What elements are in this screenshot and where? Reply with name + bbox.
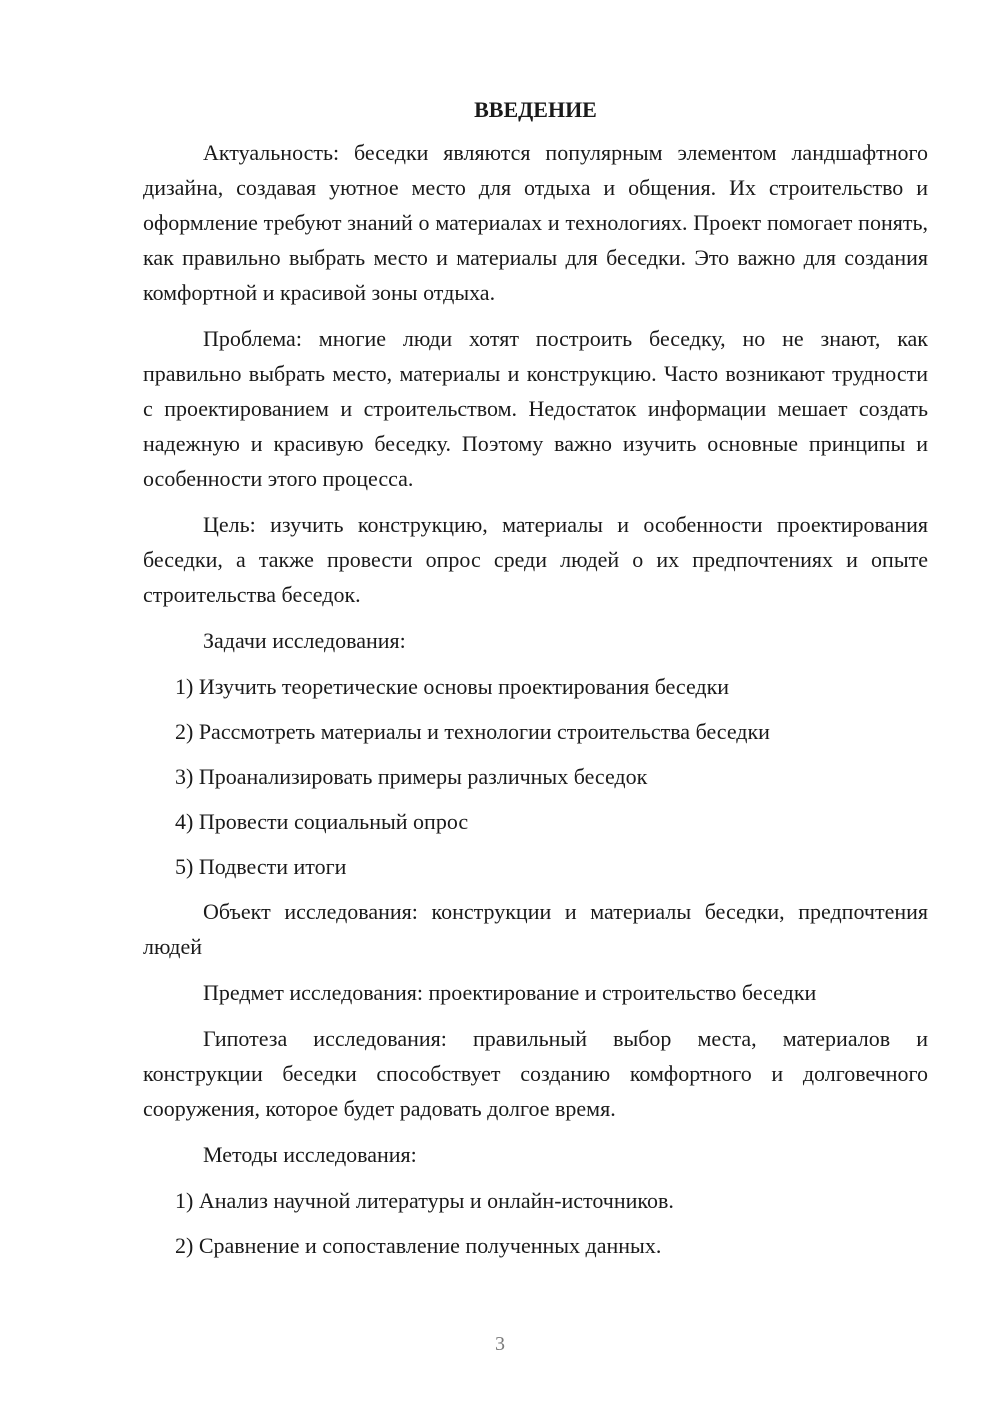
tasks-list [143,669,928,884]
methods-heading: Методы исследования: [203,1142,417,1167]
list-item: 2) Сравнение и сопоставление полученных данных. [175,1233,662,1258]
list-item: 2) Рассмотреть материалы и технологии строительства беседки [175,719,770,744]
list-item: 1) Анализ научной литературы и онлайн-источников. [175,1188,674,1213]
tasks-heading: Задачи исследования: [203,628,406,653]
list-item: 5) Подвести итоги [175,854,347,879]
list-item: 4) Провести социальный опрос [175,809,469,834]
object-paragraph: Объект исследования: конструкции и материалы беседки, предпочтения людей [143,899,928,959]
list-item: 3) Проанализировать примеры различных беседок [175,764,648,789]
list-item: 1) Изучить теоретические основы проектирования беседки [175,674,730,699]
methods-list [143,1183,928,1263]
document-page [143,94,928,1273]
goal-paragraph: Цель: изучить конструкцию, материалы и особенности проектирования беседки, а также провести опрос среди людей о их предпочтениях и опыте строительства беседок. [143,512,928,607]
page-number: 3 [495,1333,505,1355]
hypothesis-paragraph: Гипотеза исследования: правильный выбор места, материалов и конструкции беседки способствует созданию комфортного и долговечного сооружения, которое будет радовать долгое время. [143,1026,928,1121]
section-title: ВВЕДЕНИЕ [474,97,597,122]
problem-paragraph: Проблема: многие люди хотят построить беседку, но не знают, как правильно выбрать место, материалы и конструкцию. Часто возникают трудности с проектированием и строительством. Недостаток информации мешает создать надежную и красивую беседку. Поэтому важно изучить основные принципы и особенности этого процесса. [143,326,928,491]
subject-paragraph: Предмет исследования: проектирование и строительство беседки [203,980,817,1005]
relevance-paragraph: Актуальность: беседки являются популярным элементом ландшафтного дизайна, создавая уютное место для отдыха и общения. Их строительство и оформление требуют знаний о материалах и технологиях. Проект помогает понять, как правильно выбрать место и материалы для беседки. Это важно для создания комфортной и красивой зоны отдыха. [143,140,928,305]
